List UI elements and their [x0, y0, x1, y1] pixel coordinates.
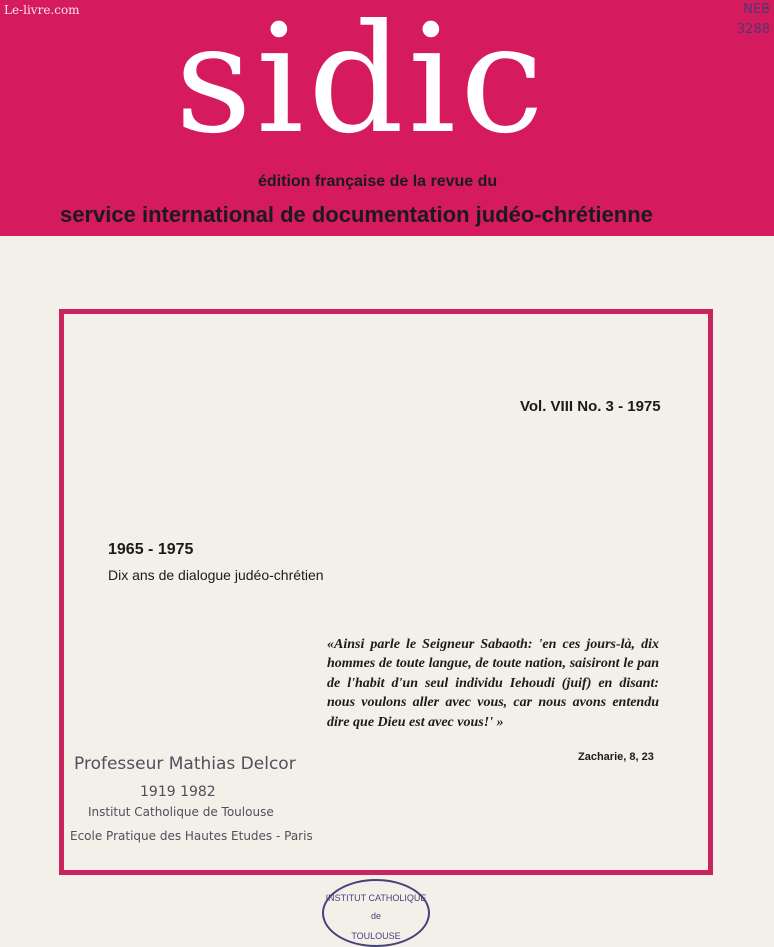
scripture-quote: [327, 635, 659, 732]
quote-source: Zacharie, 8, 23: [578, 751, 654, 763]
library-seal: [322, 879, 430, 947]
stamp-school: Ecole Pratique des Hautes Etudes - Paris: [70, 829, 313, 843]
anniversary-years: 1965 - 1975: [108, 541, 194, 558]
seal-mid-text: de: [370, 911, 381, 921]
stamp-years: 1919 1982: [140, 784, 216, 800]
magazine-logo: sidic: [175, 0, 548, 167]
handwritten-note-line: 3288: [736, 22, 770, 37]
watermark-text: Le-livre.com: [4, 3, 80, 17]
seal-bottom-text: TOULOUSE: [351, 931, 401, 941]
handwritten-note-line: NEB: [743, 2, 770, 17]
quote-text: «Ainsi parle le Seigneur Sabaoth: 'en ces jours-là, dix hommes de toute langue, de toute nation, saisiront le pan de l'habit d'un seul individu Iehoudi (juif) en disant: nous voulons aller avec vous, car nous avons entendu dire que Dieu est avec vous!' »: [327, 637, 659, 730]
service-title: service international de documentation judéo-chrétienne: [60, 202, 653, 227]
volume-issue: Vol. VIII No. 3 - 1975: [520, 398, 661, 415]
stamp-institute: Institut Catholique de Toulouse: [88, 805, 274, 819]
header-banner: [0, 0, 774, 236]
stamp-name: Professeur Mathias Delcor: [74, 754, 296, 774]
seal-top-text: INSTITUT CATHOLIQUE: [325, 893, 427, 903]
issue-theme: Dix ans de dialogue judéo-chrétien: [108, 567, 324, 583]
handwritten-note: [722, 0, 770, 40]
edition-subtitle: édition française de la revue du: [258, 173, 498, 190]
